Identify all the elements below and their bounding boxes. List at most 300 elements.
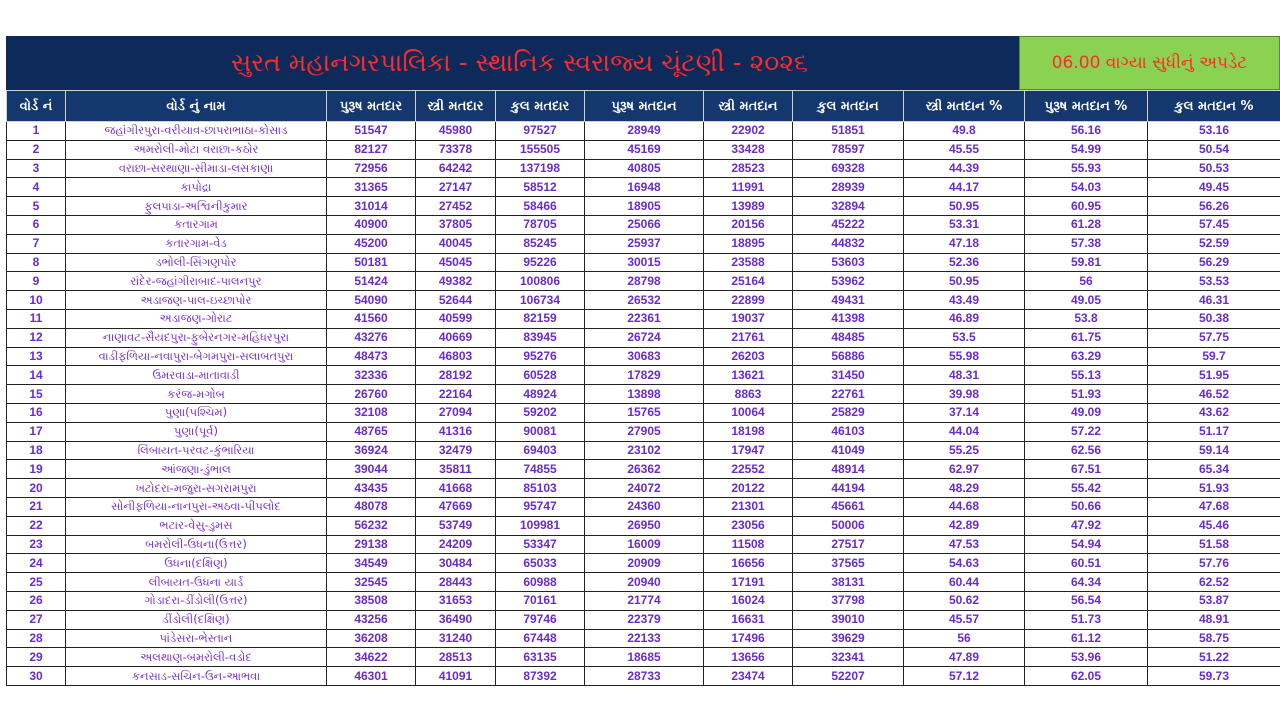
value-cell: 18905 xyxy=(585,197,704,216)
ward-number-cell: 29 xyxy=(7,648,66,667)
ward-number-cell: 15 xyxy=(7,385,66,404)
ward-number-cell: 10 xyxy=(7,291,66,310)
value-cell: 38508 xyxy=(327,591,416,610)
value-cell: 44.39 xyxy=(904,159,1025,178)
table-row xyxy=(7,234,1280,253)
value-cell: 137198 xyxy=(496,159,585,178)
value-cell: 53.8 xyxy=(1025,309,1148,328)
value-cell: 31653 xyxy=(416,591,496,610)
value-cell: 62.05 xyxy=(1025,667,1148,686)
value-cell: 58512 xyxy=(496,178,585,197)
value-cell: 51547 xyxy=(327,122,416,141)
value-cell: 100806 xyxy=(496,272,585,291)
value-cell: 20156 xyxy=(704,215,793,234)
value-cell: 26362 xyxy=(585,460,704,479)
value-cell: 56.16 xyxy=(1025,122,1148,141)
ward-name-cell: ઉધના(દક્ષિણ) xyxy=(66,554,327,573)
value-cell: 69328 xyxy=(793,159,904,178)
value-cell: 31014 xyxy=(327,197,416,216)
value-cell: 56.54 xyxy=(1025,591,1148,610)
value-cell: 22761 xyxy=(793,385,904,404)
ward-number-cell: 14 xyxy=(7,366,66,385)
value-cell: 13656 xyxy=(704,648,793,667)
value-cell: 57.38 xyxy=(1025,234,1148,253)
value-cell: 53.96 xyxy=(1025,648,1148,667)
value-cell: 60.95 xyxy=(1025,197,1148,216)
value-cell: 25066 xyxy=(585,215,704,234)
value-cell: 41316 xyxy=(416,422,496,441)
value-cell: 27094 xyxy=(416,403,496,422)
value-cell: 39629 xyxy=(793,629,904,648)
value-cell: 52.59 xyxy=(1148,234,1280,253)
value-cell: 50181 xyxy=(327,253,416,272)
value-cell: 47.18 xyxy=(904,234,1025,253)
ward-name-cell: અડાજણ-પાલ-ઇચ્છાપોર xyxy=(66,291,327,310)
value-cell: 39044 xyxy=(327,460,416,479)
value-cell: 40669 xyxy=(416,328,496,347)
value-cell: 65.34 xyxy=(1148,460,1280,479)
value-cell: 17829 xyxy=(585,366,704,385)
ward-name-cell: પુણા(પશ્ચિમ) xyxy=(66,403,327,422)
value-cell: 13898 xyxy=(585,385,704,404)
value-cell: 27905 xyxy=(585,422,704,441)
value-cell: 51424 xyxy=(327,272,416,291)
value-cell: 73378 xyxy=(416,140,496,159)
value-cell: 56.29 xyxy=(1148,253,1280,272)
value-cell: 51.58 xyxy=(1148,535,1280,554)
table-row xyxy=(7,460,1280,479)
value-cell: 48.31 xyxy=(904,366,1025,385)
value-cell: 39.98 xyxy=(904,385,1025,404)
ward-number-cell: 22 xyxy=(7,516,66,535)
value-cell: 43435 xyxy=(327,479,416,498)
table-row xyxy=(7,347,1280,366)
table-row xyxy=(7,554,1280,573)
value-cell: 36490 xyxy=(416,610,496,629)
column-header: કુલ મતદાન xyxy=(793,91,904,122)
table-row xyxy=(7,272,1280,291)
value-cell: 21774 xyxy=(585,591,704,610)
value-cell: 18685 xyxy=(585,648,704,667)
table-row xyxy=(7,385,1280,404)
value-cell: 54.94 xyxy=(1025,535,1148,554)
ward-name-cell: ફુલપાડા-અશ્વિનીકુમાર xyxy=(66,197,327,216)
value-cell: 61.75 xyxy=(1025,328,1148,347)
value-cell: 31450 xyxy=(793,366,904,385)
table-body xyxy=(7,122,1280,686)
value-cell: 106734 xyxy=(496,291,585,310)
value-cell: 30015 xyxy=(585,253,704,272)
ward-number-cell: 3 xyxy=(7,159,66,178)
value-cell: 26760 xyxy=(327,385,416,404)
value-cell: 25164 xyxy=(704,272,793,291)
value-cell: 23102 xyxy=(585,441,704,460)
value-cell: 22133 xyxy=(585,629,704,648)
column-header: સ્ત્રી મતદાન % xyxy=(904,91,1025,122)
value-cell: 20940 xyxy=(585,573,704,592)
value-cell: 32894 xyxy=(793,197,904,216)
value-cell: 33428 xyxy=(704,140,793,159)
value-cell: 60988 xyxy=(496,573,585,592)
value-cell: 74855 xyxy=(496,460,585,479)
value-cell: 32336 xyxy=(327,366,416,385)
value-cell: 48765 xyxy=(327,422,416,441)
ward-number-cell: 7 xyxy=(7,234,66,253)
value-cell: 8863 xyxy=(704,385,793,404)
table-row xyxy=(7,178,1280,197)
ward-name-cell: વરાછા-સરથાણા-સીમાડા-લસકાણા xyxy=(66,159,327,178)
table-row xyxy=(7,516,1280,535)
value-cell: 28939 xyxy=(793,178,904,197)
value-cell: 54.63 xyxy=(904,554,1025,573)
value-cell: 53962 xyxy=(793,272,904,291)
value-cell: 24360 xyxy=(585,497,704,516)
value-cell: 58466 xyxy=(496,197,585,216)
value-cell: 16631 xyxy=(704,610,793,629)
ward-number-cell: 6 xyxy=(7,215,66,234)
ward-name-cell: આંજણા-ડુંભાલ xyxy=(66,460,327,479)
value-cell: 48.91 xyxy=(1148,610,1280,629)
table-row xyxy=(7,159,1280,178)
ward-number-cell: 24 xyxy=(7,554,66,573)
value-cell: 55.42 xyxy=(1025,479,1148,498)
value-cell: 17191 xyxy=(704,573,793,592)
ward-name-cell: ગોડાદરા-ડીંડોલી(ઉત્તર) xyxy=(66,591,327,610)
value-cell: 45980 xyxy=(416,122,496,141)
ward-name-cell: કનસાડ-સચિન-ઉન-આભવા xyxy=(66,667,327,686)
value-cell: 21301 xyxy=(704,497,793,516)
value-cell: 50.95 xyxy=(904,197,1025,216)
value-cell: 56.26 xyxy=(1148,197,1280,216)
value-cell: 59202 xyxy=(496,403,585,422)
value-cell: 16009 xyxy=(585,535,704,554)
value-cell: 41560 xyxy=(327,309,416,328)
value-cell: 32545 xyxy=(327,573,416,592)
value-cell: 56232 xyxy=(327,516,416,535)
value-cell: 53.16 xyxy=(1148,122,1280,141)
value-cell: 95226 xyxy=(496,253,585,272)
column-header: પુરૂષ મતદાર xyxy=(327,91,416,122)
value-cell: 21761 xyxy=(704,328,793,347)
value-cell: 25829 xyxy=(793,403,904,422)
value-cell: 27147 xyxy=(416,178,496,197)
value-cell: 19037 xyxy=(704,309,793,328)
value-cell: 32341 xyxy=(793,648,904,667)
value-cell: 49.45 xyxy=(1148,178,1280,197)
value-cell: 44.68 xyxy=(904,497,1025,516)
value-cell: 72956 xyxy=(327,159,416,178)
ward-number-cell: 12 xyxy=(7,328,66,347)
value-cell: 59.7 xyxy=(1148,347,1280,366)
ward-name-cell: નાણાવટ-સૈયદપુરા-ફુબેરનગર-મહિધરપુરા xyxy=(66,328,327,347)
column-header: વોર્ડ નં xyxy=(7,91,66,122)
value-cell: 53749 xyxy=(416,516,496,535)
value-cell: 45200 xyxy=(327,234,416,253)
value-cell: 90081 xyxy=(496,422,585,441)
value-cell: 53603 xyxy=(793,253,904,272)
value-cell: 50.66 xyxy=(1025,497,1148,516)
ward-number-cell: 16 xyxy=(7,403,66,422)
value-cell: 56 xyxy=(904,629,1025,648)
value-cell: 46103 xyxy=(793,422,904,441)
value-cell: 51.93 xyxy=(1025,385,1148,404)
value-cell: 41049 xyxy=(793,441,904,460)
sheet-title: સુરત મહાનગરપાલિકા - સ્થાનિક સ્વરાજ્ય ચૂંટણી - ૨૦૨૬ xyxy=(6,36,1019,90)
value-cell: 95276 xyxy=(496,347,585,366)
value-cell: 46.31 xyxy=(1148,291,1280,310)
value-cell: 51.22 xyxy=(1148,648,1280,667)
value-cell: 44194 xyxy=(793,479,904,498)
value-cell: 28192 xyxy=(416,366,496,385)
value-cell: 22164 xyxy=(416,385,496,404)
ward-number-cell: 30 xyxy=(7,667,66,686)
ward-number-cell: 26 xyxy=(7,591,66,610)
value-cell: 16024 xyxy=(704,591,793,610)
value-cell: 27517 xyxy=(793,535,904,554)
value-cell: 18198 xyxy=(704,422,793,441)
value-cell: 67.51 xyxy=(1025,460,1148,479)
value-cell: 52.36 xyxy=(904,253,1025,272)
value-cell: 52644 xyxy=(416,291,496,310)
table-row xyxy=(7,197,1280,216)
value-cell: 37.14 xyxy=(904,403,1025,422)
value-cell: 57.12 xyxy=(904,667,1025,686)
ward-name-cell: અડાજણ-ગોરાટ xyxy=(66,309,327,328)
ward-name-cell: રાંદેર-જહાંગીરાબાદ-પાલનપુર xyxy=(66,272,327,291)
value-cell: 18895 xyxy=(704,234,793,253)
ward-name-cell: અમરોલી-મોટા વરાછા-કઠોર xyxy=(66,140,327,159)
table-header-row xyxy=(7,91,1280,122)
value-cell: 37805 xyxy=(416,215,496,234)
value-cell: 37565 xyxy=(793,554,904,573)
value-cell: 48473 xyxy=(327,347,416,366)
ward-number-cell: 23 xyxy=(7,535,66,554)
value-cell: 29138 xyxy=(327,535,416,554)
value-cell: 54090 xyxy=(327,291,416,310)
value-cell: 47.68 xyxy=(1148,497,1280,516)
value-cell: 22361 xyxy=(585,309,704,328)
value-cell: 44.04 xyxy=(904,422,1025,441)
value-cell: 55.93 xyxy=(1025,159,1148,178)
value-cell: 64.34 xyxy=(1025,573,1148,592)
value-cell: 53.5 xyxy=(904,328,1025,347)
value-cell: 43276 xyxy=(327,328,416,347)
value-cell: 49431 xyxy=(793,291,904,310)
value-cell: 57.76 xyxy=(1148,554,1280,573)
value-cell: 49.09 xyxy=(1025,403,1148,422)
value-cell: 47.89 xyxy=(904,648,1025,667)
value-cell: 56 xyxy=(1025,272,1148,291)
ward-name-cell: ખટોદરા-મજુરા-સગરામપુરા xyxy=(66,479,327,498)
value-cell: 11508 xyxy=(704,535,793,554)
value-cell: 15765 xyxy=(585,403,704,422)
table-row xyxy=(7,648,1280,667)
column-header: સ્ત્રી મતદાર xyxy=(416,91,496,122)
table-row xyxy=(7,309,1280,328)
value-cell: 60.44 xyxy=(904,573,1025,592)
table-row xyxy=(7,610,1280,629)
table-row xyxy=(7,403,1280,422)
value-cell: 70161 xyxy=(496,591,585,610)
value-cell: 22379 xyxy=(585,610,704,629)
value-cell: 17947 xyxy=(704,441,793,460)
table-row xyxy=(7,535,1280,554)
value-cell: 43.62 xyxy=(1148,403,1280,422)
value-cell: 85103 xyxy=(496,479,585,498)
ward-number-cell: 4 xyxy=(7,178,66,197)
value-cell: 30484 xyxy=(416,554,496,573)
value-cell: 20909 xyxy=(585,554,704,573)
value-cell: 28798 xyxy=(585,272,704,291)
table-row xyxy=(7,497,1280,516)
value-cell: 31240 xyxy=(416,629,496,648)
value-cell: 22902 xyxy=(704,122,793,141)
value-cell: 54.03 xyxy=(1025,178,1148,197)
value-cell: 65033 xyxy=(496,554,585,573)
value-cell: 45045 xyxy=(416,253,496,272)
value-cell: 49.05 xyxy=(1025,291,1148,310)
ward-name-cell: સોનીફળિયા-નાનપુરા-અઠવા-પીપલોદ xyxy=(66,497,327,516)
value-cell: 60.51 xyxy=(1025,554,1148,573)
value-cell: 45661 xyxy=(793,497,904,516)
table-row xyxy=(7,479,1280,498)
table-row xyxy=(7,591,1280,610)
value-cell: 57.45 xyxy=(1148,215,1280,234)
value-cell: 57.75 xyxy=(1148,328,1280,347)
value-cell: 53.31 xyxy=(904,215,1025,234)
value-cell: 64242 xyxy=(416,159,496,178)
table-row xyxy=(7,140,1280,159)
ward-number-cell: 11 xyxy=(7,309,66,328)
value-cell: 35811 xyxy=(416,460,496,479)
value-cell: 60528 xyxy=(496,366,585,385)
value-cell: 46.52 xyxy=(1148,385,1280,404)
value-cell: 82159 xyxy=(496,309,585,328)
table-row xyxy=(7,291,1280,310)
ward-name-cell: ઉમરવાડા-માતાવાડી xyxy=(66,366,327,385)
value-cell: 23474 xyxy=(704,667,793,686)
value-cell: 50006 xyxy=(793,516,904,535)
value-cell: 24072 xyxy=(585,479,704,498)
ward-number-cell: 17 xyxy=(7,422,66,441)
value-cell: 48924 xyxy=(496,385,585,404)
value-cell: 43.49 xyxy=(904,291,1025,310)
ward-number-cell: 28 xyxy=(7,629,66,648)
ward-name-cell: કરંજ-મગોબ xyxy=(66,385,327,404)
value-cell: 62.52 xyxy=(1148,573,1280,592)
value-cell: 48485 xyxy=(793,328,904,347)
ward-name-cell: કાપોદ્રા xyxy=(66,178,327,197)
value-cell: 50.53 xyxy=(1148,159,1280,178)
ward-number-cell: 27 xyxy=(7,610,66,629)
column-header: કુલ મતદાર xyxy=(496,91,585,122)
value-cell: 95747 xyxy=(496,497,585,516)
value-cell: 26532 xyxy=(585,291,704,310)
table-row xyxy=(7,422,1280,441)
column-header: પુરૂષ મતદાન xyxy=(585,91,704,122)
value-cell: 16656 xyxy=(704,554,793,573)
value-cell: 42.89 xyxy=(904,516,1025,535)
table-row xyxy=(7,366,1280,385)
value-cell: 46301 xyxy=(327,667,416,686)
value-cell: 32108 xyxy=(327,403,416,422)
value-cell: 48078 xyxy=(327,497,416,516)
ward-number-cell: 9 xyxy=(7,272,66,291)
value-cell: 78597 xyxy=(793,140,904,159)
value-cell: 23588 xyxy=(704,253,793,272)
value-cell: 26203 xyxy=(704,347,793,366)
ward-number-cell: 2 xyxy=(7,140,66,159)
table-row xyxy=(7,667,1280,686)
ward-name-cell: લીબાયત-ઉધના યાર્ડ xyxy=(66,573,327,592)
value-cell: 11991 xyxy=(704,178,793,197)
value-cell: 53.53 xyxy=(1148,272,1280,291)
value-cell: 69403 xyxy=(496,441,585,460)
column-header: વોર્ડ નું નામ xyxy=(66,91,327,122)
value-cell: 78705 xyxy=(496,215,585,234)
value-cell: 87392 xyxy=(496,667,585,686)
value-cell: 25937 xyxy=(585,234,704,253)
value-cell: 43256 xyxy=(327,610,416,629)
value-cell: 49382 xyxy=(416,272,496,291)
value-cell: 40900 xyxy=(327,215,416,234)
ward-name-cell: અલથાણ-બમરોલી-વડોદ xyxy=(66,648,327,667)
ward-number-cell: 18 xyxy=(7,441,66,460)
value-cell: 53.87 xyxy=(1148,591,1280,610)
table-row xyxy=(7,215,1280,234)
column-header: કુલ મતદાન % xyxy=(1148,91,1280,122)
value-cell: 56886 xyxy=(793,347,904,366)
value-cell: 36924 xyxy=(327,441,416,460)
value-cell: 49.8 xyxy=(904,122,1025,141)
value-cell: 50.95 xyxy=(904,272,1025,291)
value-cell: 55.25 xyxy=(904,441,1025,460)
value-cell: 109981 xyxy=(496,516,585,535)
value-cell: 24209 xyxy=(416,535,496,554)
table-row xyxy=(7,629,1280,648)
table-row xyxy=(7,573,1280,592)
value-cell: 26724 xyxy=(585,328,704,347)
ward-name-cell: પાંડેસરા-ભેસ્તાન xyxy=(66,629,327,648)
value-cell: 63135 xyxy=(496,648,585,667)
ward-number-cell: 5 xyxy=(7,197,66,216)
table-row xyxy=(7,328,1280,347)
value-cell: 40599 xyxy=(416,309,496,328)
value-cell: 28443 xyxy=(416,573,496,592)
value-cell: 54.99 xyxy=(1025,140,1148,159)
ward-name-cell: વાડીફળિયા-નવાપુરા-બેગમપુરા-સલાબતપુરા xyxy=(66,347,327,366)
value-cell: 50.62 xyxy=(904,591,1025,610)
value-cell: 59.81 xyxy=(1025,253,1148,272)
value-cell: 52207 xyxy=(793,667,904,686)
value-cell: 53347 xyxy=(496,535,585,554)
value-cell: 41398 xyxy=(793,309,904,328)
value-cell: 67448 xyxy=(496,629,585,648)
value-cell: 13989 xyxy=(704,197,793,216)
value-cell: 28523 xyxy=(704,159,793,178)
column-header: પુરૂષ મતદાન % xyxy=(1025,91,1148,122)
value-cell: 41668 xyxy=(416,479,496,498)
results-sheet xyxy=(6,36,1280,686)
value-cell: 34622 xyxy=(327,648,416,667)
value-cell: 51851 xyxy=(793,122,904,141)
table-row xyxy=(7,441,1280,460)
ward-number-cell: 25 xyxy=(7,573,66,592)
value-cell: 62.97 xyxy=(904,460,1025,479)
value-cell: 23056 xyxy=(704,516,793,535)
value-cell: 22552 xyxy=(704,460,793,479)
table-row xyxy=(7,253,1280,272)
